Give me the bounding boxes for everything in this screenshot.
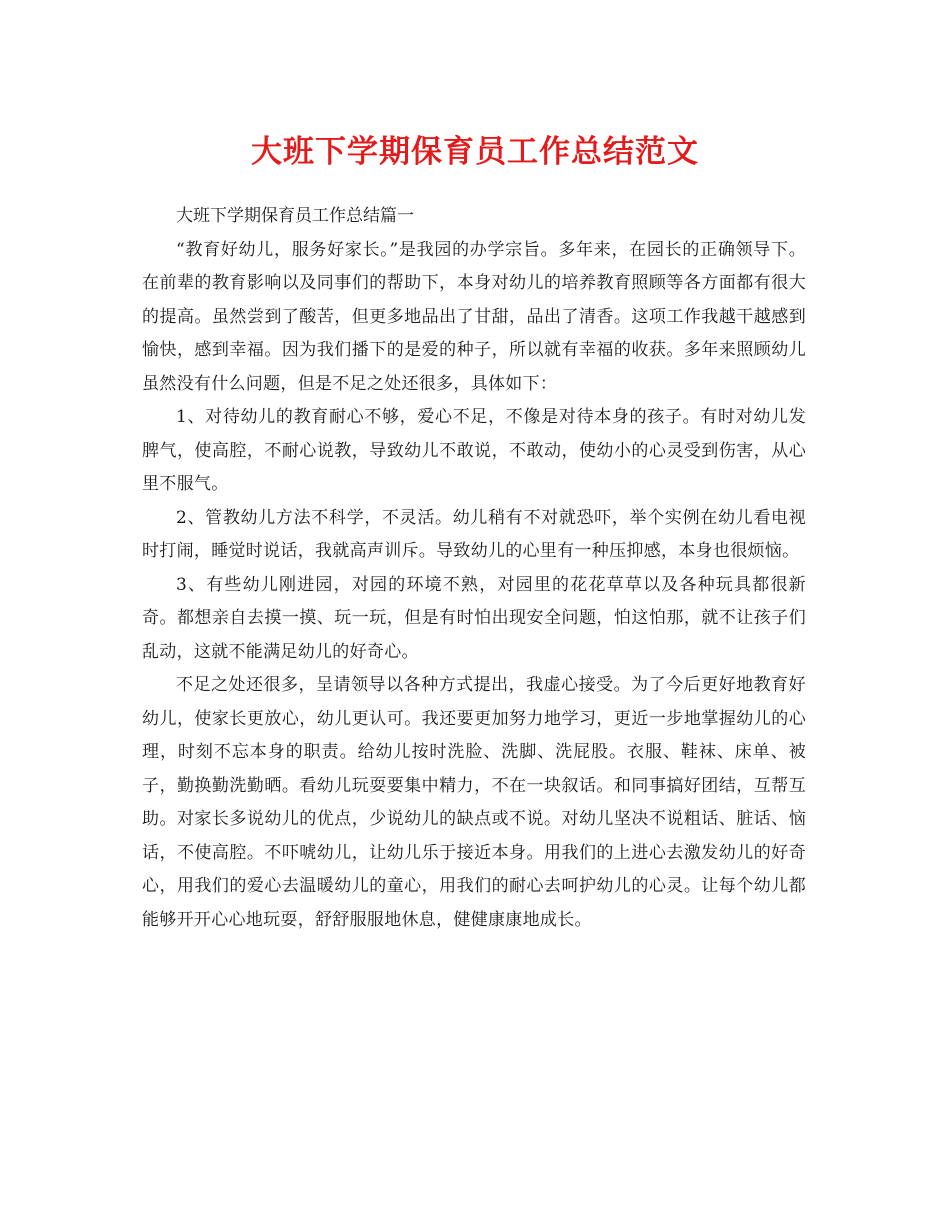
section-heading: 大班下学期保育员工作总结篇一	[176, 206, 414, 226]
paragraph-item-2: 2、管教幼儿方法不科学，不灵活。幼儿稍有不对就恐吓，举个实例在幼儿看电视时打闹，睡觉时说话，我就高声训斥。导致幼儿的心里有一种压抑感，本身也很烦恼。	[142, 507, 806, 561]
document-title: 大班下学期保育员工作总结范文	[251, 134, 699, 170]
paragraph-item-1: 1、对待幼儿的教育耐心不够，爱心不足，不像是对待本身的孩子。有时对幼儿发脾气，使高腔，不耐心说教，导致幼儿不敢说，不敢动，使幼小的心灵受到伤害，从心里不服气。	[142, 407, 806, 494]
document-body	[142, 200, 806, 937]
paragraph-intro: “教育好幼儿，服务好家长。”是我园的办学宗旨。多年来，在园长的正确领导下。在前辈的教育影响以及同事们的帮助下，本身对幼儿的培养教育照顾等各方面都有很大的提高。虽然尝到了酸苦，但更多地品出了甘甜，品出了清香。这项工作我越干越感到愉快，感到幸福。因为我们播下的是爱的种子，所以就有幸福的收获。多年来照顾幼儿虽然没有什么问题，但是不足之处还很多，具体如下：	[142, 239, 806, 394]
paragraph-conclusion: 不足之处还很多，呈请领导以各种方式提出，我虚心接受。为了今后更好地教育好幼儿，使家长更放心，幼儿更认可。我还要更加努力地学习，更近一步地掌握幼儿的心理，时刻不忘本身的职责。给幼儿按时洗脸、洗脚、洗屁股。衣服、鞋袜、床单、被子，勤换勤洗勤晒。看幼儿玩耍要集中精力，不在一块叙话。和同事搞好团结，互帮互助。对家长多说幼儿的优点，少说幼儿的缺点或不说。对幼儿坚决不说粗话、脏话、恼话，不使高腔。不吓唬幼儿，让幼儿乐于接近本身。用我们的上进心去激发幼儿的好奇心，用我们的爱心去温暖幼儿的童心，用我们的耐心去呵护幼儿的心灵。让每个幼儿都能够开开心心地玩耍，舒舒服服地休息，健健康康地成长。	[142, 675, 806, 930]
paragraph-item-3: 3、有些幼儿刚进园，对园的环境不熟，对园里的花花草草以及各种玩具都很新奇。都想亲自去摸一摸、玩一玩，但是有时怕出现安全问题，怕这怕那，就不让孩子们乱动，这就不能满足幼儿的好奇心。	[142, 574, 806, 662]
